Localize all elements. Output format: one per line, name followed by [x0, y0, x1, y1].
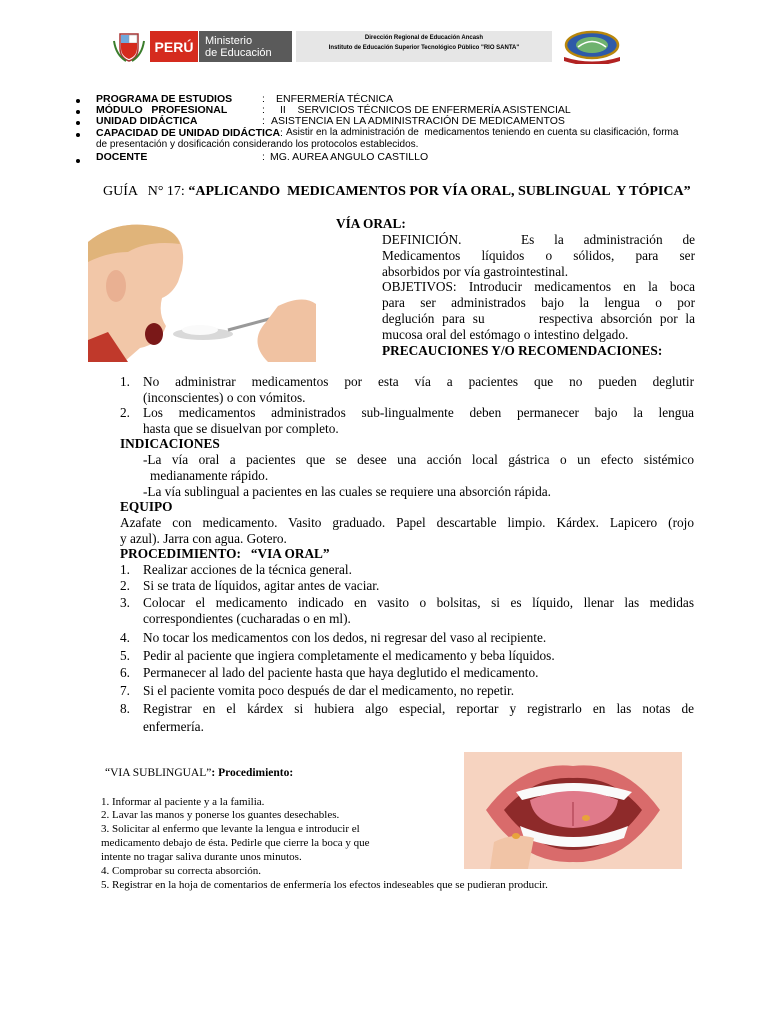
institution-label [296, 31, 552, 62]
precaution-text: No administrar medicamentos por esta vía a pacientes que no pueden deglutir [143, 374, 694, 389]
ministry-line-1: Ministerio [205, 35, 253, 47]
capacity-label: CAPACIDAD DE UNIDAD DIDÁCTICA [96, 127, 281, 139]
sublingual-line: intente no tragar saliva durante unos minutos. [101, 851, 302, 863]
step-text-cont: correspondientes (cucharadas o en ml). [143, 611, 351, 626]
bullet [76, 133, 80, 137]
step-text: Permanecer al lado del paciente hasta que haya deglutido el medicamento. [143, 665, 539, 680]
definition-line: Medicamentos líquidos o sólidos, para ser [382, 248, 695, 263]
unit-value: ASISTENCIA EN LA ADMINISTRACIÓN DE MEDICAMENTOS [271, 115, 565, 127]
step-number: 3. [120, 595, 130, 610]
equipo-text-cont: y azul). Jarra con agua. Gotero. [120, 531, 287, 546]
sublingual-line: 4. Comprobar su correcta absorción. [101, 865, 262, 877]
step-number: 2. [120, 578, 130, 593]
sublingual-line: 2. Lavar las manos y ponerse los guantes desechables. [101, 809, 340, 821]
teacher-label: DOCENTE [96, 151, 148, 163]
sublingual-mouth-image [464, 752, 682, 869]
ministry-label [199, 31, 292, 62]
sublingual-heading-quoted: “VIA SUBLINGUAL” [105, 767, 212, 779]
definition-line: absorbidos por vía gastrointestinal. [382, 264, 569, 279]
indicacion-text: -La vía oral a pacientes que se desee una acción local gástrica o un efecto sistémico [143, 452, 694, 467]
precautions-heading: PRECAUCIONES Y/O RECOMENDACIONES: [382, 343, 663, 358]
ministry-line-2: de Educación [205, 47, 272, 59]
indicacion-text-cont: medianamente rápido. [150, 468, 269, 483]
peru-label: PERÚ [150, 31, 198, 62]
step-number: 1. [120, 562, 130, 577]
step-text: Colocar el medicamento indicado en vasito o bolsitas, si es líquido, llenar las medidas [143, 595, 694, 610]
capacity-sep: : [280, 127, 283, 139]
step-text: Realizar acciones de la técnica general. [143, 562, 352, 577]
step-text: Si el paciente vomita poco después de dar el medicamento, no repetir. [143, 683, 515, 698]
program-label: PROGRAMA DE ESTUDIOS [96, 93, 233, 105]
institution-line-1: Dirección Regional de Educación Ancash [364, 35, 484, 41]
institute-crest-icon [556, 30, 628, 64]
step-number: 7. [120, 683, 130, 698]
bullet [76, 110, 80, 114]
precaution-number: 1. [120, 374, 130, 389]
sublingual-line: 5. Registrar en la hoja de comentarios de enfermería los efectos indeseables que se pudieran producir. [101, 879, 548, 891]
indicaciones-heading: INDICACIONES [120, 436, 220, 451]
sublingual-line: 3. Solicitar al enfermo que levante la lengua e introducir el [101, 823, 360, 835]
capacity-value: Asistir en la administración de medicamentos teniendo en cuenta su clasificación, forma [286, 127, 679, 138]
equipo-heading: EQUIPO [120, 499, 173, 514]
step-text: Si se trata de líquidos, agitar antes de vaciar. [143, 578, 380, 593]
module-value: II SERVICIOS TÉCNICOS DE ENFERMERÍA ASISTENCIAL [280, 104, 571, 116]
objectives-line: para ser administrados bajo la lengua o por [382, 295, 695, 310]
objectives-line: OBJETIVOS: Introducir medicamentos en la boca [382, 279, 695, 294]
step-number: 4. [120, 630, 130, 645]
step-number: 5. [120, 648, 130, 663]
precaution-number: 2. [120, 405, 130, 420]
precaution-text: Los medicamentos administrados sub-lingualmente deben permanecer bajo la lengua [143, 405, 694, 420]
unit-label: UNIDAD DIDÁCTICA [96, 115, 198, 127]
sublingual-heading-rest: : Procedimiento: [211, 767, 294, 779]
guide-title-text: “APLICANDO MEDICAMENTOS POR VÍA ORAL, SUBLINGUAL Y TÓPICA” [188, 184, 691, 199]
step-text: Pedir al paciente que ingiera completamente el medicamento y beba líquidos. [143, 648, 555, 663]
indicacion-text: -La vía sublingual a pacientes en las cuales se requiere una absorción rápida. [143, 484, 551, 499]
step-number: 6. [120, 665, 130, 680]
teacher-value: MG. AUREA ANGULO CASTILLO [270, 151, 429, 163]
equipo-text: Azafate con medicamento. Vasito graduado. Papel descartable limpio. Kárdex. Lapicero (rojo [120, 515, 694, 530]
institution-line-2: Instituto de Educación Superior Tecnológico Público "RIO SANTA" [328, 45, 520, 51]
step-text: No tocar los medicamentos con los dedos, ni regresar del vaso al recipiente. [143, 630, 547, 645]
guide-title [103, 184, 703, 200]
procedimiento-heading: PROCEDIMIENTO: “VIA ORAL” [120, 546, 330, 561]
program-sep: : [262, 93, 265, 105]
sublingual-heading [105, 767, 293, 781]
objectives-line: deglución para su respectiva absorción por la [382, 311, 695, 326]
sublingual-line: 1. Informar al paciente y a la familia. [101, 796, 265, 808]
step-text: Registrar en el kárdex si hubiera algo especial, reportar y registrarlo en las notas de [143, 701, 694, 716]
via-oral-heading: VÍA ORAL: [336, 216, 406, 231]
objectives-line: mucosa oral del estómago o intestino delgado. [382, 327, 629, 342]
teacher-sep: : [262, 151, 265, 163]
child-taking-medicine-image [88, 222, 316, 362]
bullet [76, 159, 80, 163]
guide-title-prefix: GUÍA N° 17: [103, 184, 189, 199]
unit-sep: : [262, 115, 265, 127]
program-value: ENFERMERÍA TÉCNICA [276, 93, 394, 105]
step-number: 8. [120, 701, 130, 716]
capacity-value-cont: de presentación y dosificación considerando los protocolos establecidos. [96, 139, 419, 150]
precaution-text-cont: hasta que se disuelvan por completo. [143, 421, 339, 436]
bullet [76, 121, 80, 125]
bullet [76, 99, 80, 103]
sublingual-line: medicamento debajo de ésta. Pedirle que cierre la boca y que [101, 837, 370, 849]
step-text-cont: enfermería. [143, 719, 204, 734]
peru-coat-of-arms-icon [112, 31, 146, 62]
definition-line: DEFINICIÓN. Es la administración de [382, 232, 695, 247]
precaution-text-cont: (inconscientes) o con vómitos. [143, 390, 306, 405]
module-label: MÓDULO PROFESIONAL [96, 104, 228, 116]
module-sep: : [262, 104, 265, 116]
